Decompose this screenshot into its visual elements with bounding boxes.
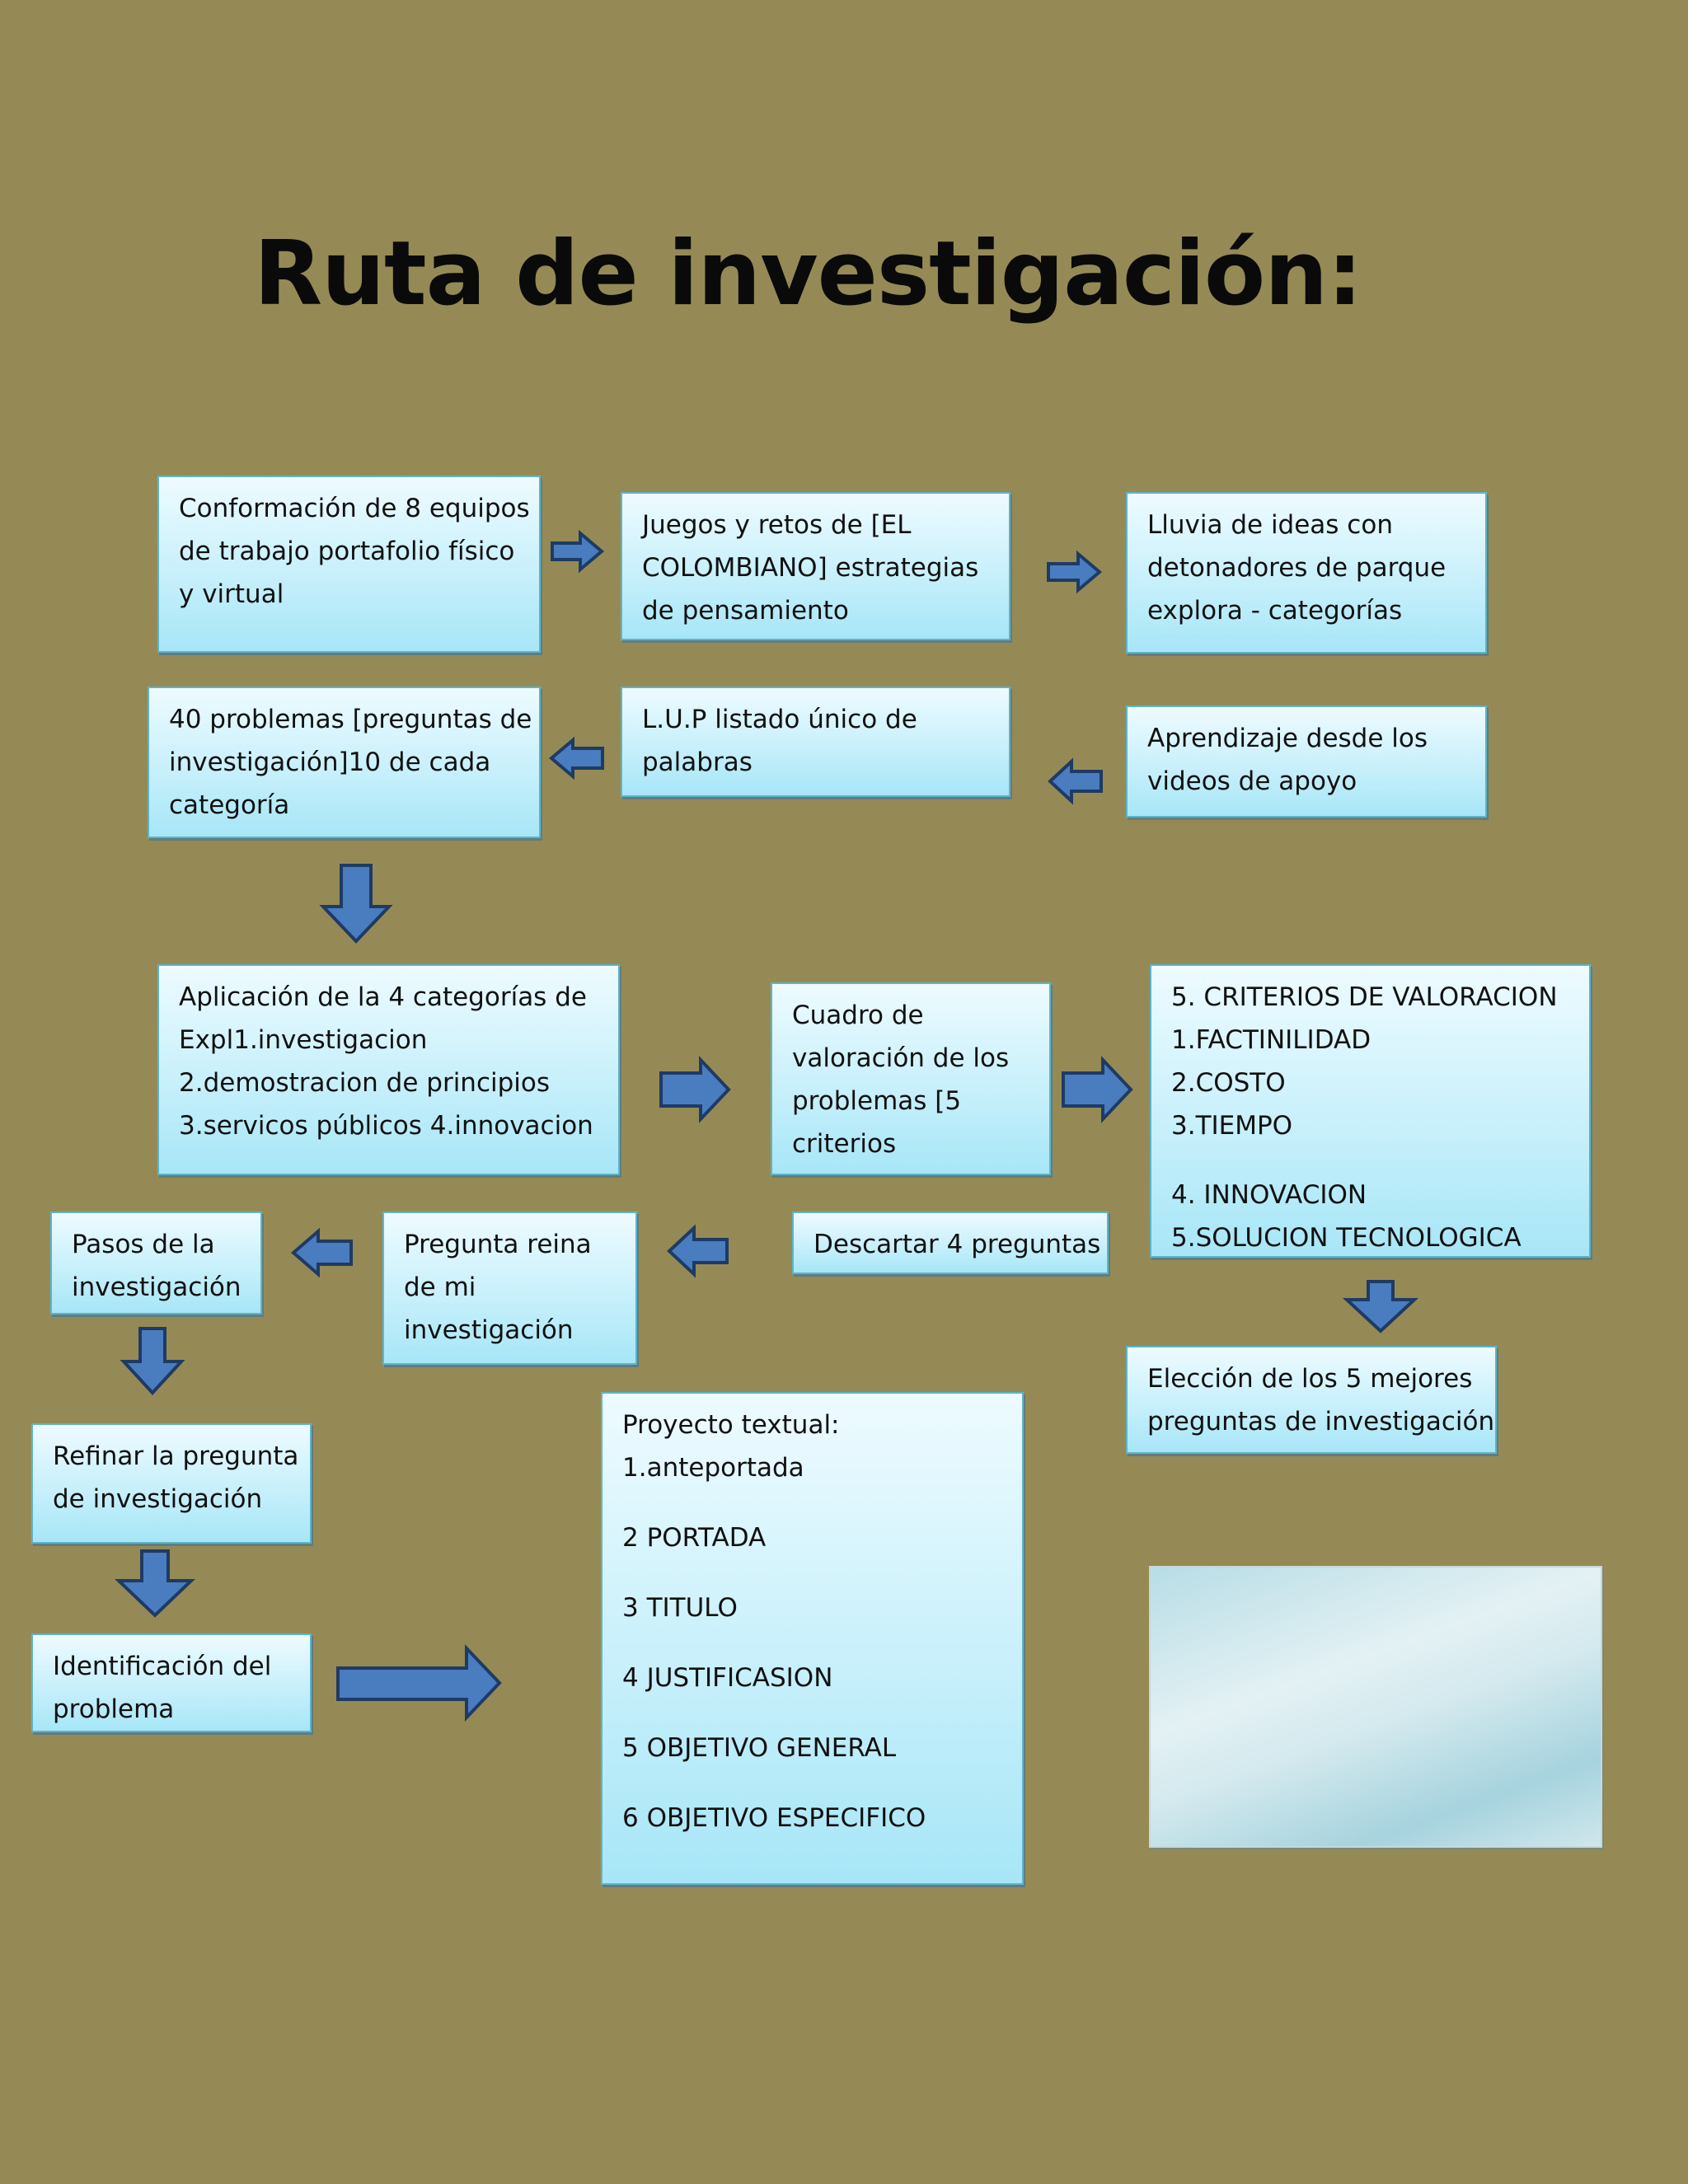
node-text: 3 TITULO: [622, 1593, 738, 1623]
arrow-conformacion-to-juegos: [552, 533, 602, 569]
node-text: 2.demostracion de principios: [179, 1068, 551, 1098]
node-text: 2.COSTO: [1171, 1068, 1286, 1098]
arrow-juegos-to-lluvia: [1048, 554, 1100, 590]
node-text: Proyecto textual:: [622, 1410, 840, 1440]
node-text: investigación: [72, 1272, 241, 1302]
node-text: detonadores de parque: [1147, 553, 1447, 583]
node-text: de investigación: [53, 1484, 263, 1514]
node-text: 5. CRITERIOS DE VALORACION: [1171, 982, 1558, 1012]
arrow-descartar-to-pregunta-reina: [669, 1228, 727, 1274]
node-text: preguntas de investigación: [1147, 1407, 1495, 1436]
node-text: 3.servicos públicos 4.innovacion: [179, 1111, 593, 1141]
node-text: problemas [5: [792, 1086, 962, 1116]
node-text: 4 JUSTIFICASION: [622, 1663, 833, 1693]
node-text: Pasos de la: [72, 1230, 215, 1259]
node-text: Juegos y retos de [EL: [642, 510, 912, 540]
node-text: videos de apoyo: [1147, 766, 1357, 796]
node-text: y virtual: [179, 579, 284, 609]
node-text: investigación]10 de cada: [169, 748, 491, 777]
node-text: 5.SOLUCION TECNOLOGICA: [1171, 1223, 1522, 1253]
arrow-cuadro-to-criterios: [1063, 1060, 1131, 1119]
arrow-lup-to-problemas: [551, 740, 603, 776]
arrow-criterios-to-eleccion: [1347, 1282, 1414, 1331]
arrow-pasos-to-refinar: [124, 1329, 181, 1393]
node-text: categoría: [169, 790, 290, 820]
node-text: 3.TIEMPO: [1171, 1111, 1293, 1141]
page-title: Ruta de investigación:: [254, 223, 1362, 326]
node-text: explora - categorías: [1147, 596, 1403, 626]
node-text: Identificación del: [53, 1652, 272, 1681]
node-text: Pregunta reina: [404, 1230, 592, 1259]
node-text: Conformación de 8 equipos: [179, 494, 530, 523]
node-text: de mi: [404, 1272, 476, 1302]
node-text: palabras: [642, 748, 753, 777]
node-text: Lluvia de ideas con: [1147, 510, 1393, 540]
node-text: Refinar la pregunta: [53, 1441, 299, 1471]
node-text: 4. INNOVACION: [1171, 1180, 1367, 1210]
node-text: Aprendizaje desde los: [1147, 724, 1428, 753]
arrow-refinar-to-identificacion: [119, 1551, 191, 1615]
node-text: Cuadro de: [792, 1001, 924, 1030]
node-text: problema: [53, 1694, 175, 1724]
arrow-problemas-to-aplicacion: [323, 865, 389, 941]
node-text: 1.FACTINILIDAD: [1171, 1025, 1372, 1055]
node-text: 40 problemas [preguntas de: [169, 705, 532, 734]
node-text: criterios: [792, 1129, 897, 1159]
node-text: 5 OBJETIVO GENERAL: [622, 1733, 897, 1763]
node-text: de trabajo portafolio físico: [179, 537, 515, 566]
node-text: 2 PORTADA: [622, 1523, 767, 1553]
node-text: 6 OBJETIVO ESPECIFICO: [622, 1803, 926, 1833]
node-text: Descartar 4 preguntas: [814, 1230, 1101, 1259]
arrow-aplicacion-to-cuadro: [661, 1060, 729, 1119]
node-text: L.U.P listado único de: [642, 705, 917, 734]
node-text: Elección de los 5 mejores: [1147, 1364, 1473, 1394]
node-text: valoración de los: [792, 1043, 1010, 1073]
node-text: de pensamiento: [642, 596, 849, 626]
arrow-aprendizaje-to-lup: [1050, 762, 1101, 801]
arrow-pregunta-reina-to-pasos: [293, 1231, 351, 1274]
node-text: Aplicación de la 4 categorías de: [179, 982, 587, 1012]
node-text: COLOMBIANO] estrategias: [642, 553, 979, 583]
node-text: investigación: [404, 1315, 574, 1345]
node-text: Expl1.investigacion: [179, 1025, 428, 1055]
arrow-identificacion-to-proyecto: [338, 1648, 499, 1718]
node-text: 1.anteportada: [622, 1453, 804, 1483]
